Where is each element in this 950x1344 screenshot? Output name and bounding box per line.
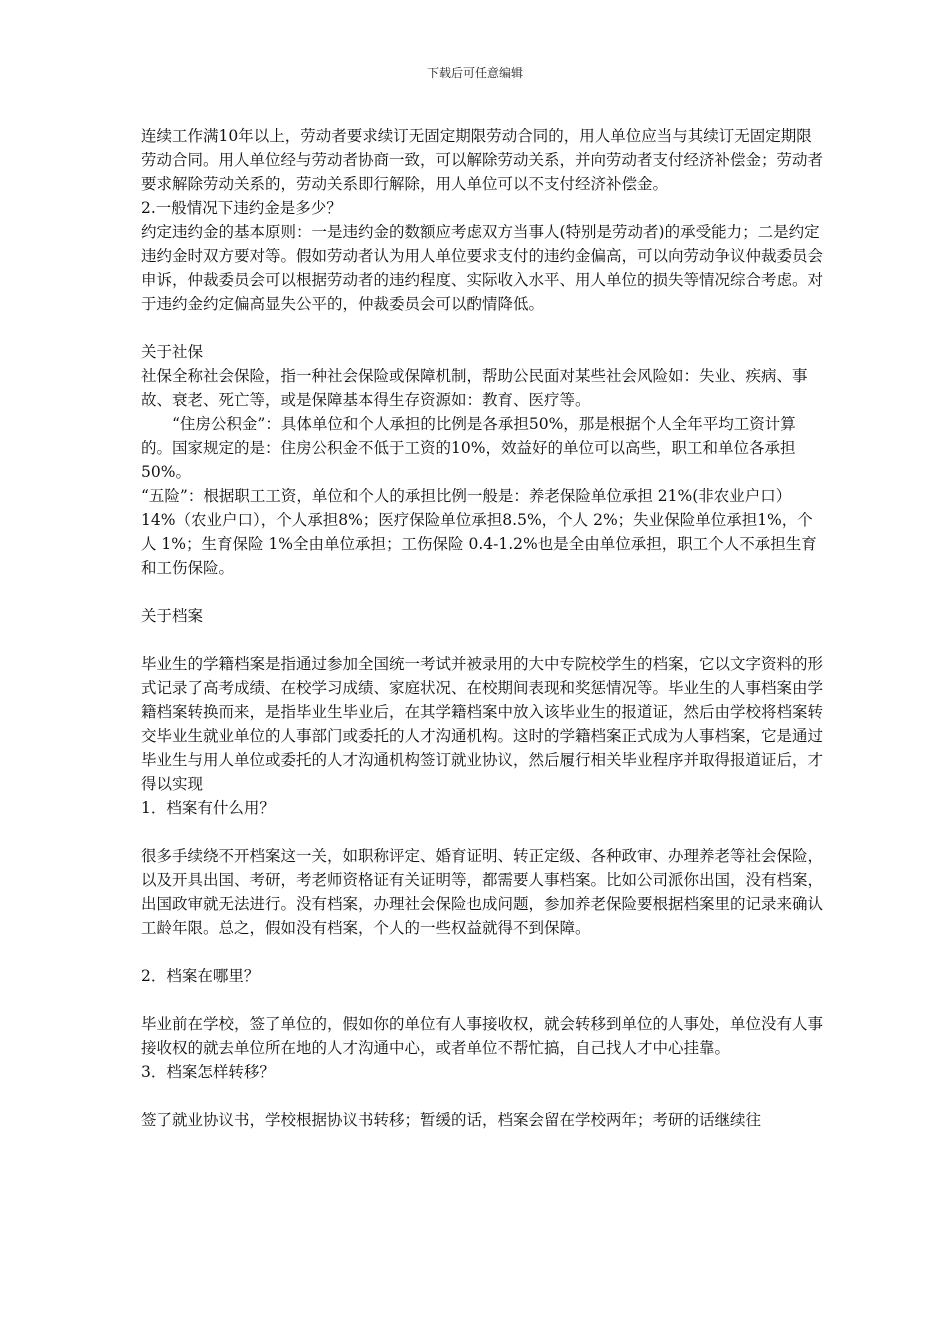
paragraph-social-insurance-definition: 社保全称社会保险，指一种社会保险或保障机制，帮助公民面对某些社会风险如：失业、疾病、事故、衰老、死亡等，或是保障基本得生存资源如：教育、医疗等。 [141, 367, 808, 409]
question-archives-transfer: 3．档案怎样转移？ [141, 1063, 275, 1081]
paragraph-contract-renewal: 连续工作满10年以上，劳动者要求续订无固定期限劳动合同的，用人单位应当与其续订无固定期限劳动合同。用人单位经与劳动者协商一致，可以解除劳动关系，并向劳动者支付经济补偿金；劳动者要求解除劳动关系的，劳动关系即行解除，用人单位可以不支付经济补偿金。 [141, 127, 824, 193]
blank-line [141, 820, 823, 844]
paragraph-archives-definition: 毕业生的学籍档案是指通过参加全国统一考试并被录用的大中专院校学生的档案，它以文字资料的形式记录了高考成绩、在校学习成绩、家庭状况、在校期间表现和奖惩情况等。毕业生的人事档案由学籍档案转换而来，是指毕业生毕业后，在其学籍档案中放入该毕业生的报道证，然后由学校将档案转交毕业生就业单位的人事部门或委托的人才沟通机构。这时的学籍档案正式成为人事档案，它是通过毕业生与用人单位或委托的人才沟通机构签订就业协议，然后履行相关毕业程序并取得报道证后，才得以实现 [141, 655, 824, 793]
paragraph-five-insurances: “五险”：根据职工工资，单位和个人的承担比例一般是：养老保险单位承担 21%(非农业户口）14%（农业户口），个人承担8%；医疗保险单位承担8.5%，个人 2%；失业保险单位承担1%，个人 1%；生育保险 1%全由单位承担；工伤保险 0.4-1.2%也是全由单位承担，职工个人不承担生育和工伤保险。 [141, 487, 817, 577]
document-body [141, 124, 823, 1132]
section-heading-social-insurance: 关于社保 [141, 343, 204, 361]
paragraph-archives-location: 毕业前在学校，签了单位的，假如你的单位有人事接收权，就会转移到单位的人事处，单位没有人事接收权的就去单位所在地的人才沟通中心，或者单位不帮忙搞，自己找人才中心挂靠。 [141, 1015, 824, 1057]
blank-line [141, 1084, 823, 1108]
blank-line [141, 316, 823, 340]
paragraph-archives-transfer: 签了就业协议书，学校根据协议书转移；暂缓的话，档案会留在学校两年；考研的话继续往 [141, 1111, 762, 1129]
section-heading-archives: 关于档案 [141, 607, 204, 625]
paragraph-housing-fund: “住房公积金”：具体单位和个人承担的比例是各承担50%，那是根据个人全年平均工资计算的。国家规定的是：住房公积金不低于工资的10%，效益好的单位可以高些，职工和单位各承担50%。 [141, 415, 796, 481]
blank-line [141, 628, 823, 652]
paragraph-penalty-principles: 约定违约金的基本原则：一是违约金的数额应考虑双方当事人(特别是劳动者)的承受能力；二是约定违约金时双方要对等。假如劳动者认为用人单位要求支付的违约金偏高，可以向劳动争议仲裁委员会申诉，仲裁委员会可以根据劳动者的违约程度、实际收入水平、用人单位的损失等情况综合考虑。对于违约金约定偏高显失公平的，仲裁委员会可以酌情降低。 [141, 223, 824, 313]
question-penalty-amount: 2.一般情况下违约金是多少？ [141, 199, 342, 217]
paragraph-archives-use: 很多手续绕不开档案这一关，如职称评定、婚育证明、转正定级、各种政审、办理养老等社会保险，以及开具出国、考研，考老师资格证有关证明等，都需要人事档案。比如公司派你出国，没有档案，出国政审就无法进行。没有档案，办理社会保险也成问题，参加养老保险要根据档案里的记录来确认工龄年限。总之，假如没有档案，个人的一些权益就得不到保障。 [141, 847, 824, 937]
question-archives-location: 2．档案在哪里？ [141, 967, 260, 985]
blank-line [141, 580, 823, 604]
page-header: 下载后可任意编辑 [426, 66, 523, 80]
question-archives-use: 1．档案有什么用？ [141, 799, 275, 817]
blank-line [141, 988, 823, 1012]
blank-line [141, 940, 823, 964]
